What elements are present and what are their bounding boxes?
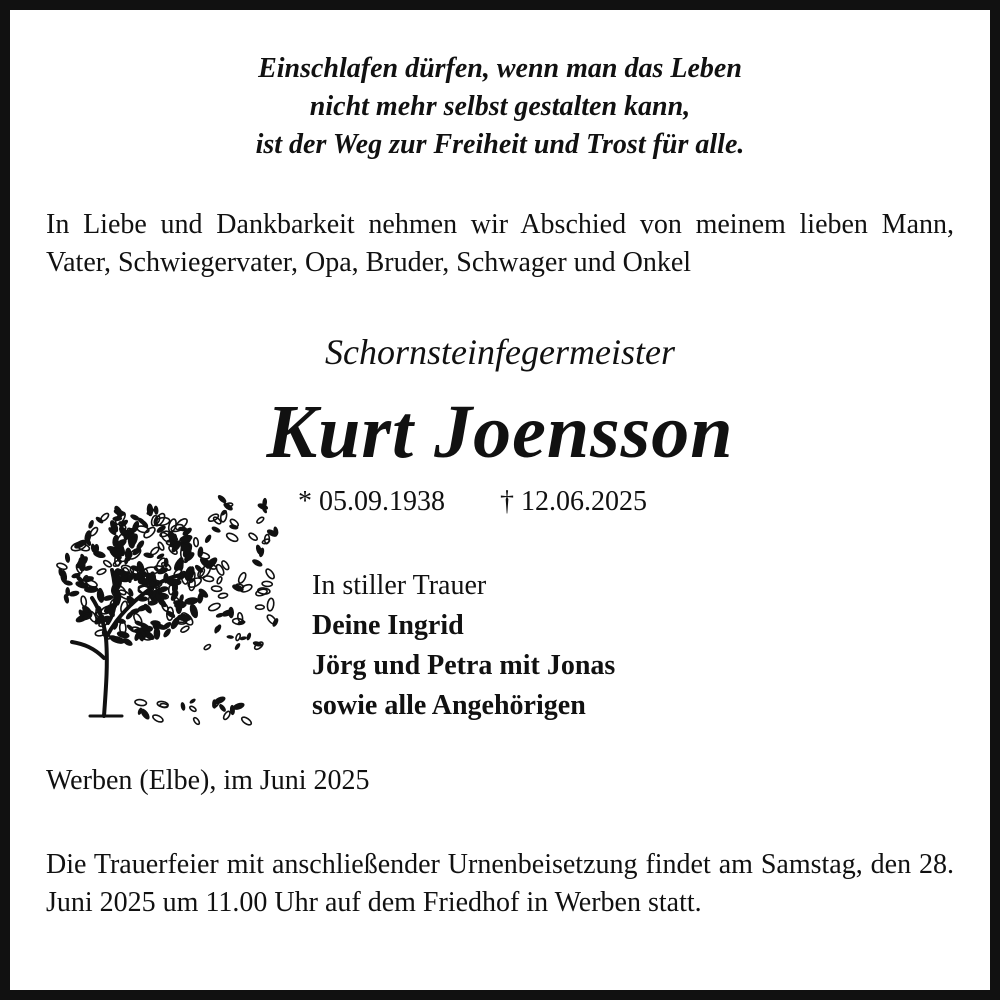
mourners-intro: In stiller Trauer: [312, 570, 487, 601]
mourner-line: Deine Ingrid: [312, 610, 464, 641]
life-dates: [298, 484, 647, 520]
deceased-name: Kurt Joensson: [266, 390, 734, 474]
mourner-line: sowie alle Angehörigen: [312, 690, 586, 721]
poem-line: nicht mehr selbst gestalten kann,: [309, 91, 691, 122]
birth-date: * 05.09.1938: [298, 486, 445, 517]
poem-line: Einschlafen dürfen, wenn man das Leben: [258, 53, 742, 84]
place-and-date: Werben (Elbe), im Juni 2025: [46, 765, 370, 796]
mourners-block: [312, 566, 615, 726]
tree-illustration: [46, 458, 286, 738]
farewell-text: In Liebe und Dankbarkeit nehmen wir Abschied von meinem lieben Mann, Vater, Schwiegervater, Opa, Bruder, Schwager und Onkel: [46, 209, 954, 278]
mourner-line: Jörg und Petra mit Jonas: [312, 650, 616, 681]
deceased-profession: Schornsteinfegermeister: [325, 332, 675, 372]
funeral-service-info: Die Trauerfeier mit anschließender Urnenbeisetzung findet am Samstag, den 28. Juni 2025 um 11.00 Uhr auf dem Friedhof in Werben statt.: [46, 849, 954, 918]
windblown-tree-icon: [46, 458, 286, 738]
death-date: † 12.06.2025: [500, 486, 647, 517]
poem: [20, 50, 980, 164]
poem-line: ist der Weg zur Freiheit und Trost für alle.: [255, 129, 745, 160]
